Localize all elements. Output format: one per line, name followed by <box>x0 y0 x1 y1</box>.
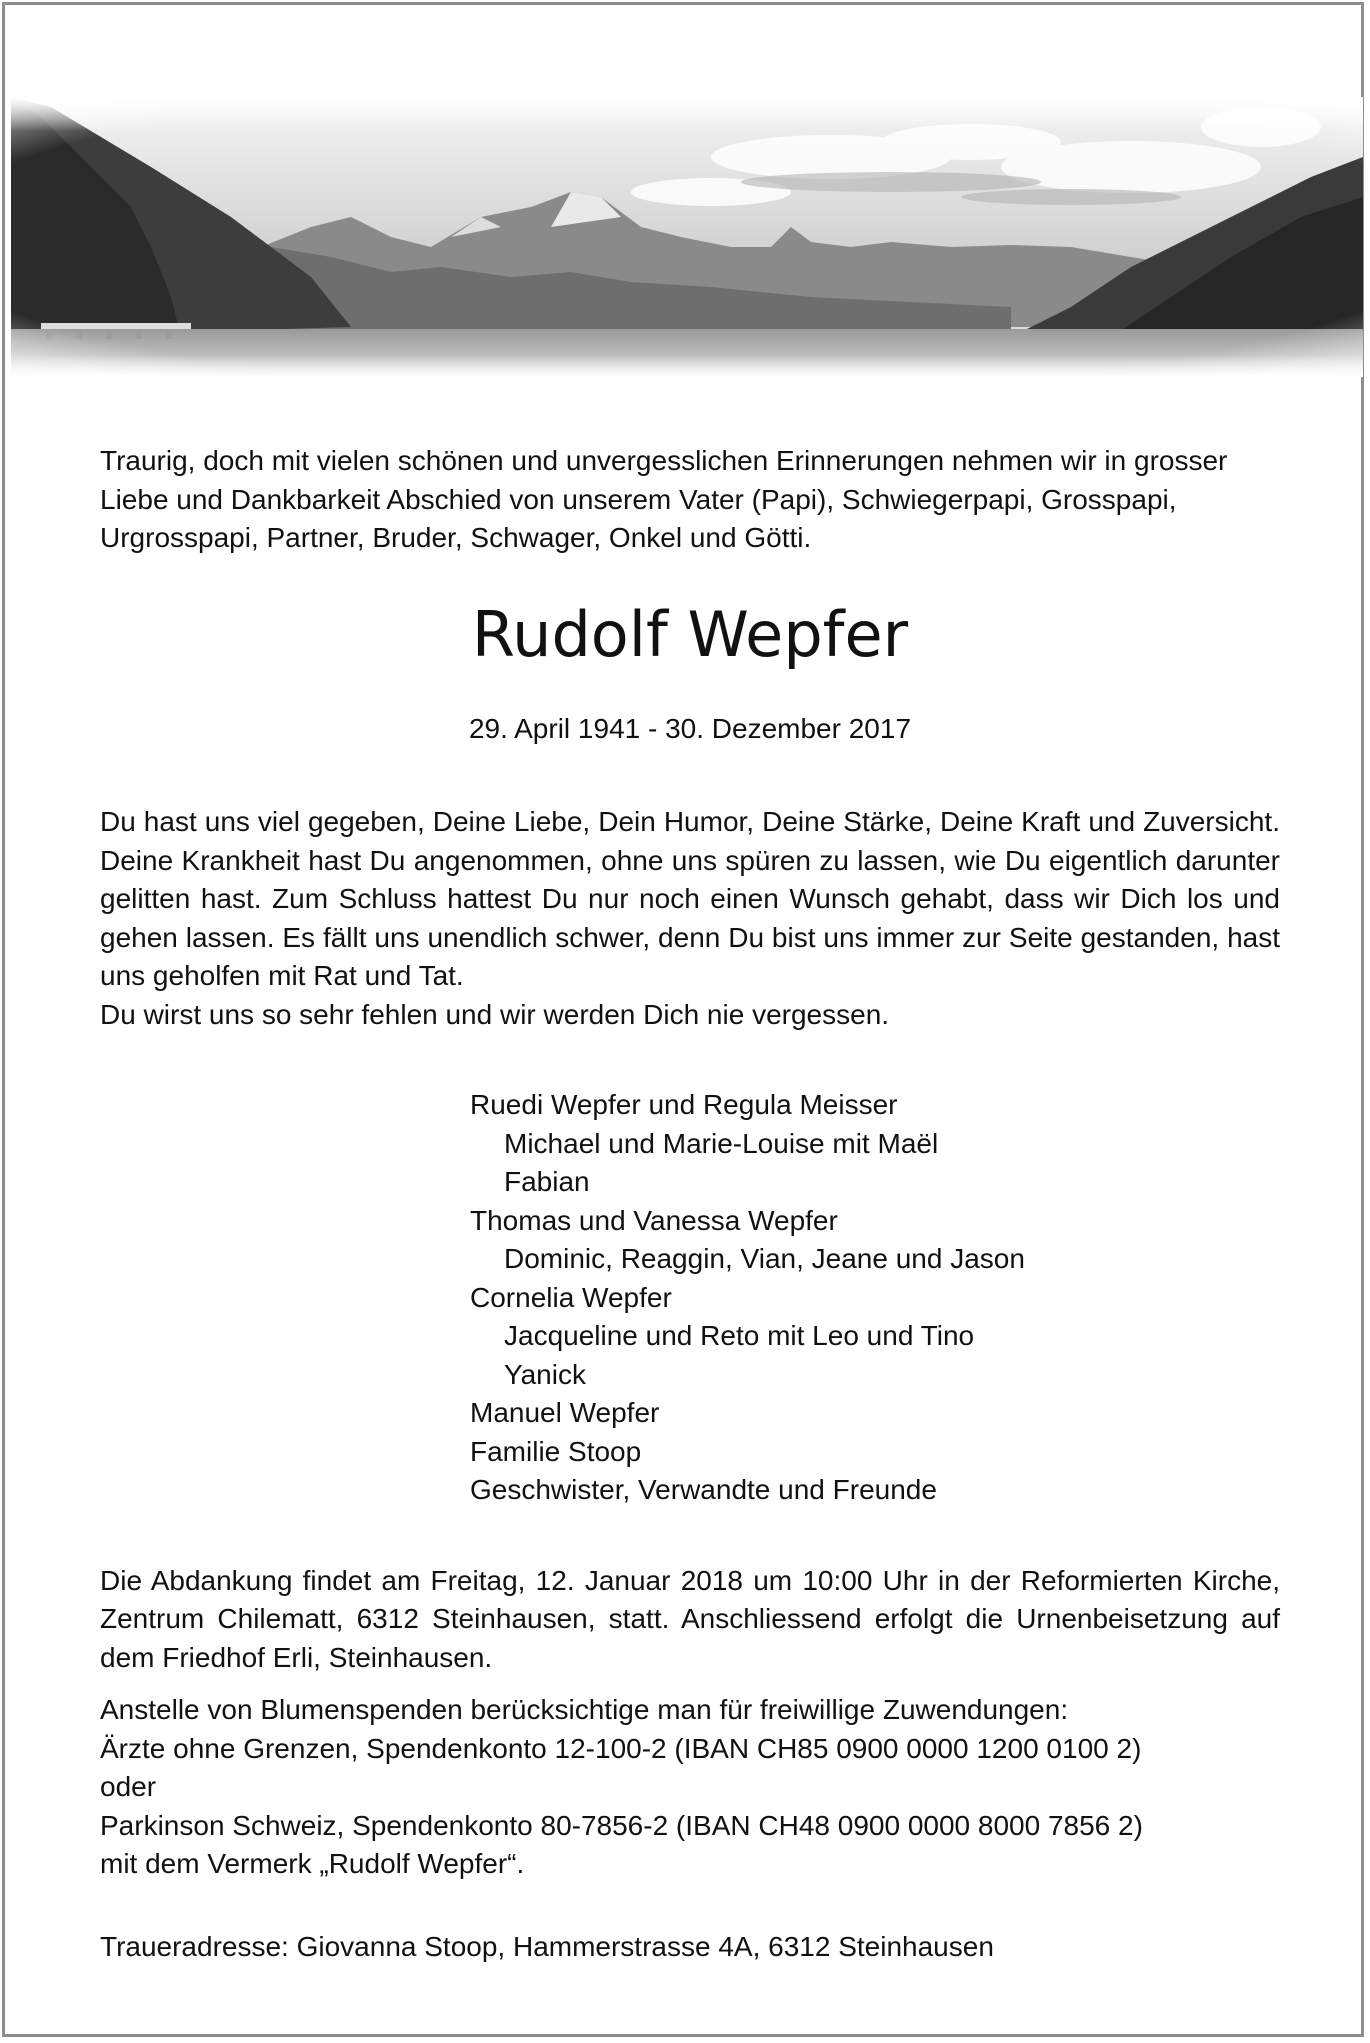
ceremony-details: Die Abdankung findet am Freitag, 12. Januar 2018 um 10:00 Uhr in der Reformierten Kirche, Zentrum Chilematt, 6312 Steinhausen, statt. Anschliessend erfolgt die Urnenbeisetzung auf dem Friedhof Erli, Steinhausen. <box>100 1564 1280 1673</box>
donation-line: Anstelle von Blumenspenden berücksichtige man für freiwillige Zuwendungen: <box>100 1694 1069 1726</box>
life-dates: 29. April 1941 - 30. Dezember 2017 <box>468 713 912 745</box>
donation-line: Ärzte ohne Grenzen, Spendenkonto 12-100-2 (IBAN CH85 0900 0000 1200 0100 2) <box>100 1732 1142 1764</box>
mourner-line: Familie Stoop <box>470 1435 642 1467</box>
mourner-line: Michael und Marie-Louise mit Maël <box>504 1127 939 1159</box>
mourner-line: Fabian <box>504 1166 590 1198</box>
donation-line: mit dem Vermerk „Rudolf Wepfer“. <box>100 1848 525 1880</box>
mourners-list <box>470 1086 1280 1510</box>
mourner-line: Dominic, Reaggin, Vian, Jeane und Jason <box>504 1243 1025 1275</box>
message-closing-line: Du wirst uns so sehr fehlen und wir werden Dich nie vergessen. <box>100 998 890 1030</box>
donation-info <box>100 1691 1280 1884</box>
obituary-body <box>100 442 1280 1966</box>
donation-line: oder <box>100 1771 157 1803</box>
mourner-line: Manuel Wepfer <box>470 1397 660 1429</box>
mourner-line: Cornelia Wepfer <box>470 1281 672 1313</box>
mountain-lake-banner-image <box>11 97 1363 377</box>
obituary-frame <box>2 2 1364 2037</box>
mourner-line: Ruedi Wepfer und Regula Meisser <box>470 1089 898 1121</box>
mourner-line: Geschwister, Verwandte und Freunde <box>470 1474 937 1506</box>
mourner-line: Jacqueline und Reto mit Leo und Tino <box>504 1320 975 1352</box>
farewell-message <box>100 803 1280 1034</box>
mourning-address: Traueradresse: Giovanna Stoop, Hammerstrasse 4A, 6312 Steinhausen <box>100 1930 994 1962</box>
deceased-name: Rudolf Wepfer <box>471 597 909 671</box>
mourner-line: Yanick <box>504 1358 586 1390</box>
donation-line: Parkinson Schweiz, Spendenkonto 80-7856-2 (IBAN CH48 0900 0000 8000 7856 2) <box>100 1809 1143 1841</box>
intro-paragraph: Traurig, doch mit vielen schönen und unvergesslichen Erinnerungen nehmen wir in grosser Liebe und Dankbarkeit Abschied von unserem Vater (Papi), Schwiegerpapi, Grosspapi, Urgrosspapi, Partner, Bruder, Schwager, Onkel und Götti. <box>100 445 1228 553</box>
message-paragraph: Du hast uns viel gegeben, Deine Liebe, Dein Humor, Deine Stärke, Deine Kraft und Zuversicht. Deine Krankheit hast Du angenommen, ohne uns spüren zu lassen, wie Du eigentlich darunter gelitten hast. Zum Schluss hattest Du nur noch einen Wunsch gehabt, dass wir Dich los und gehen lassen. Es fällt uns unendlich schwer, denn Du bist uns immer zur Seite gestanden, hast uns geholfen mit Rat und Tat. <box>100 806 1280 992</box>
mourner-line: Thomas und Vanessa Wepfer <box>470 1204 838 1236</box>
